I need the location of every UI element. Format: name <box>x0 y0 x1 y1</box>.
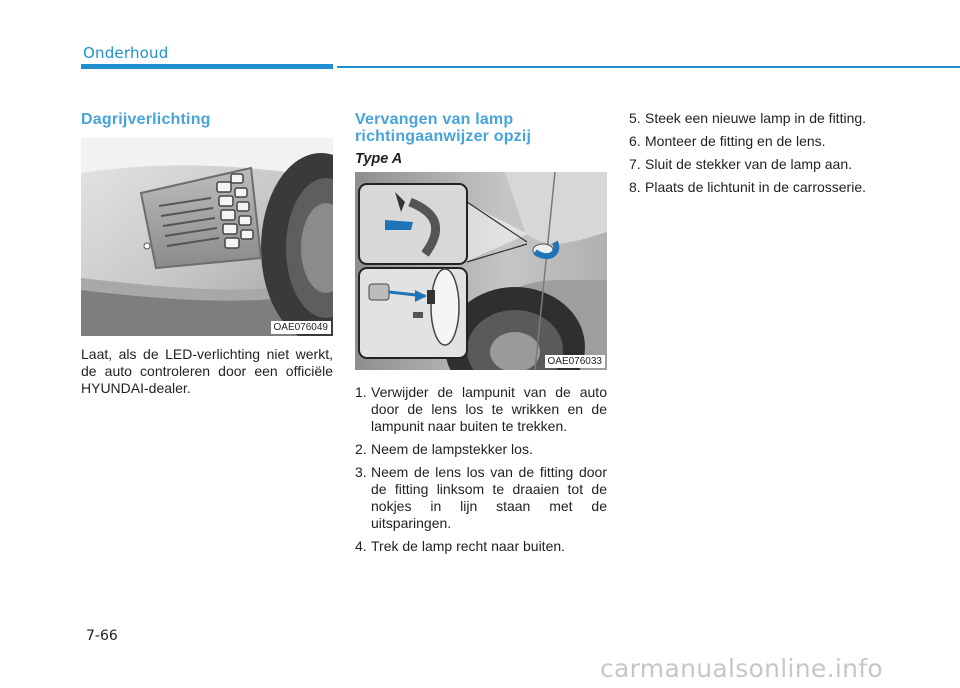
page-number: 7-66 <box>86 628 118 644</box>
heading-line-2: richtingaanwijzer opzij <box>355 128 532 145</box>
watermark: carmanualsonline.info <box>600 654 883 683</box>
section-title: Onderhoud <box>83 44 169 62</box>
drl-figure <box>81 138 333 336</box>
step-text: Sluit de stekker van de lamp aan. <box>645 156 853 172</box>
step-number: 1. <box>355 384 367 400</box>
header-rule-thin <box>337 66 960 68</box>
list-item <box>355 441 607 458</box>
step-text: Verwijder de lampunit van de auto door de lens los te wrikken en de lampunit naar buiten te trekken. <box>371 384 607 434</box>
step-number: 3. <box>355 464 367 480</box>
step-number: 6. <box>629 133 641 149</box>
side-repeater-figure <box>355 172 607 370</box>
step-text: Steek een nieuwe lamp in de fitting. <box>645 110 867 126</box>
list-item <box>355 384 607 435</box>
list-item <box>629 179 881 196</box>
drl-paragraph: Laat, als de LED-verlichting niet werkt, de auto controleren door een officiële HYUNDAI-dealer. <box>81 346 333 396</box>
heading-line-1: Vervangen van lamp <box>355 111 514 128</box>
step-text: Monteer de fitting en de lens. <box>645 133 826 149</box>
step-number: 5. <box>629 110 641 126</box>
list-item <box>355 538 607 555</box>
steps-list-middle <box>355 384 607 561</box>
step-text: Neem de lens los van de fitting door de fitting linksom te draaien tot de nokjes in lijn staan met de uitsparingen. <box>371 464 607 531</box>
step-number: 4. <box>355 538 367 554</box>
list-item <box>355 464 607 532</box>
header-rule-thick <box>81 64 333 69</box>
step-text: Trek de lamp recht naar buiten. <box>371 538 566 554</box>
figure-code: OAE076049 <box>271 321 332 334</box>
step-text: Plaats de lichtunit in de carrosserie. <box>645 179 866 195</box>
step-number: 8. <box>629 179 641 195</box>
list-item <box>629 156 881 173</box>
step-number: 2. <box>355 441 367 457</box>
heading-vervangen <box>355 111 531 145</box>
list-item <box>629 133 881 150</box>
side-repeater-illustration <box>355 172 607 370</box>
step-text: Neem de lampstekker los. <box>371 441 533 457</box>
figure-code: OAE076033 <box>545 355 606 368</box>
heading-dagrijverlichting: Dagrijverlichting <box>81 111 211 128</box>
list-item <box>629 110 881 127</box>
steps-list-right <box>629 110 881 202</box>
subheading-type-a: Type A <box>355 151 403 167</box>
step-number: 7. <box>629 156 641 172</box>
drl-illustration <box>81 138 333 336</box>
